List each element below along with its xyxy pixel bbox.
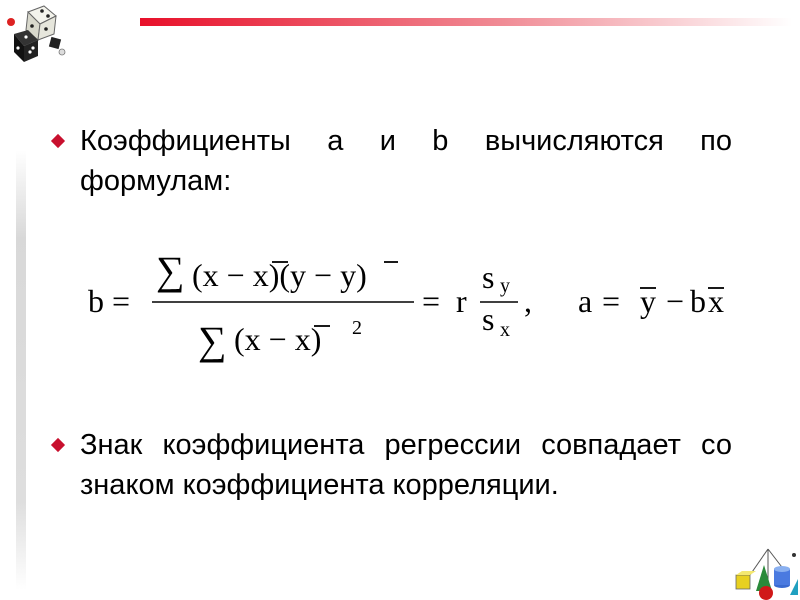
formula-denominator: (x − x) [234,321,322,357]
formula-s-x: s [482,301,495,337]
formula-r: r [456,283,467,319]
formula-equals-1: = [112,283,131,319]
left-shadow-strip [16,150,26,590]
sum-symbol-numerator: ∑ [156,250,185,293]
geometric-shapes-logo [728,545,800,600]
bullet-text-regression-sign: Знак коэффициента регрессии совпадает со знаком коэффициента корреляции. [80,429,732,501]
formula-s-y-subscript: y [500,275,510,297]
formula-bx-b: b [690,283,706,319]
formula-equals-2: = [422,283,441,319]
bullet-text-coefficients: Коэффициенты a и b вычисляются по формулам: [80,125,732,197]
formula-numerator: (x − x)(y − y) [192,257,367,293]
denominator-power: 2 [352,317,362,339]
sum-symbol-denominator: ∑ [198,318,227,363]
formula-a: a [578,283,593,319]
formula-b: b [88,283,104,319]
formula-minus: − [666,283,685,319]
formula-s-y: s [482,259,495,295]
dice-logo [2,2,72,66]
formula-bx-x: x [708,283,724,319]
regression-formula [86,250,766,370]
formula-y-mean: y [640,283,656,319]
top-accent-bar [140,18,792,26]
formula-s-x-subscript: x [500,319,510,341]
formula-equals-3: = [602,283,621,319]
bullet-marker [51,134,65,148]
formula-comma: , [524,283,532,319]
bullet-marker [51,438,65,452]
